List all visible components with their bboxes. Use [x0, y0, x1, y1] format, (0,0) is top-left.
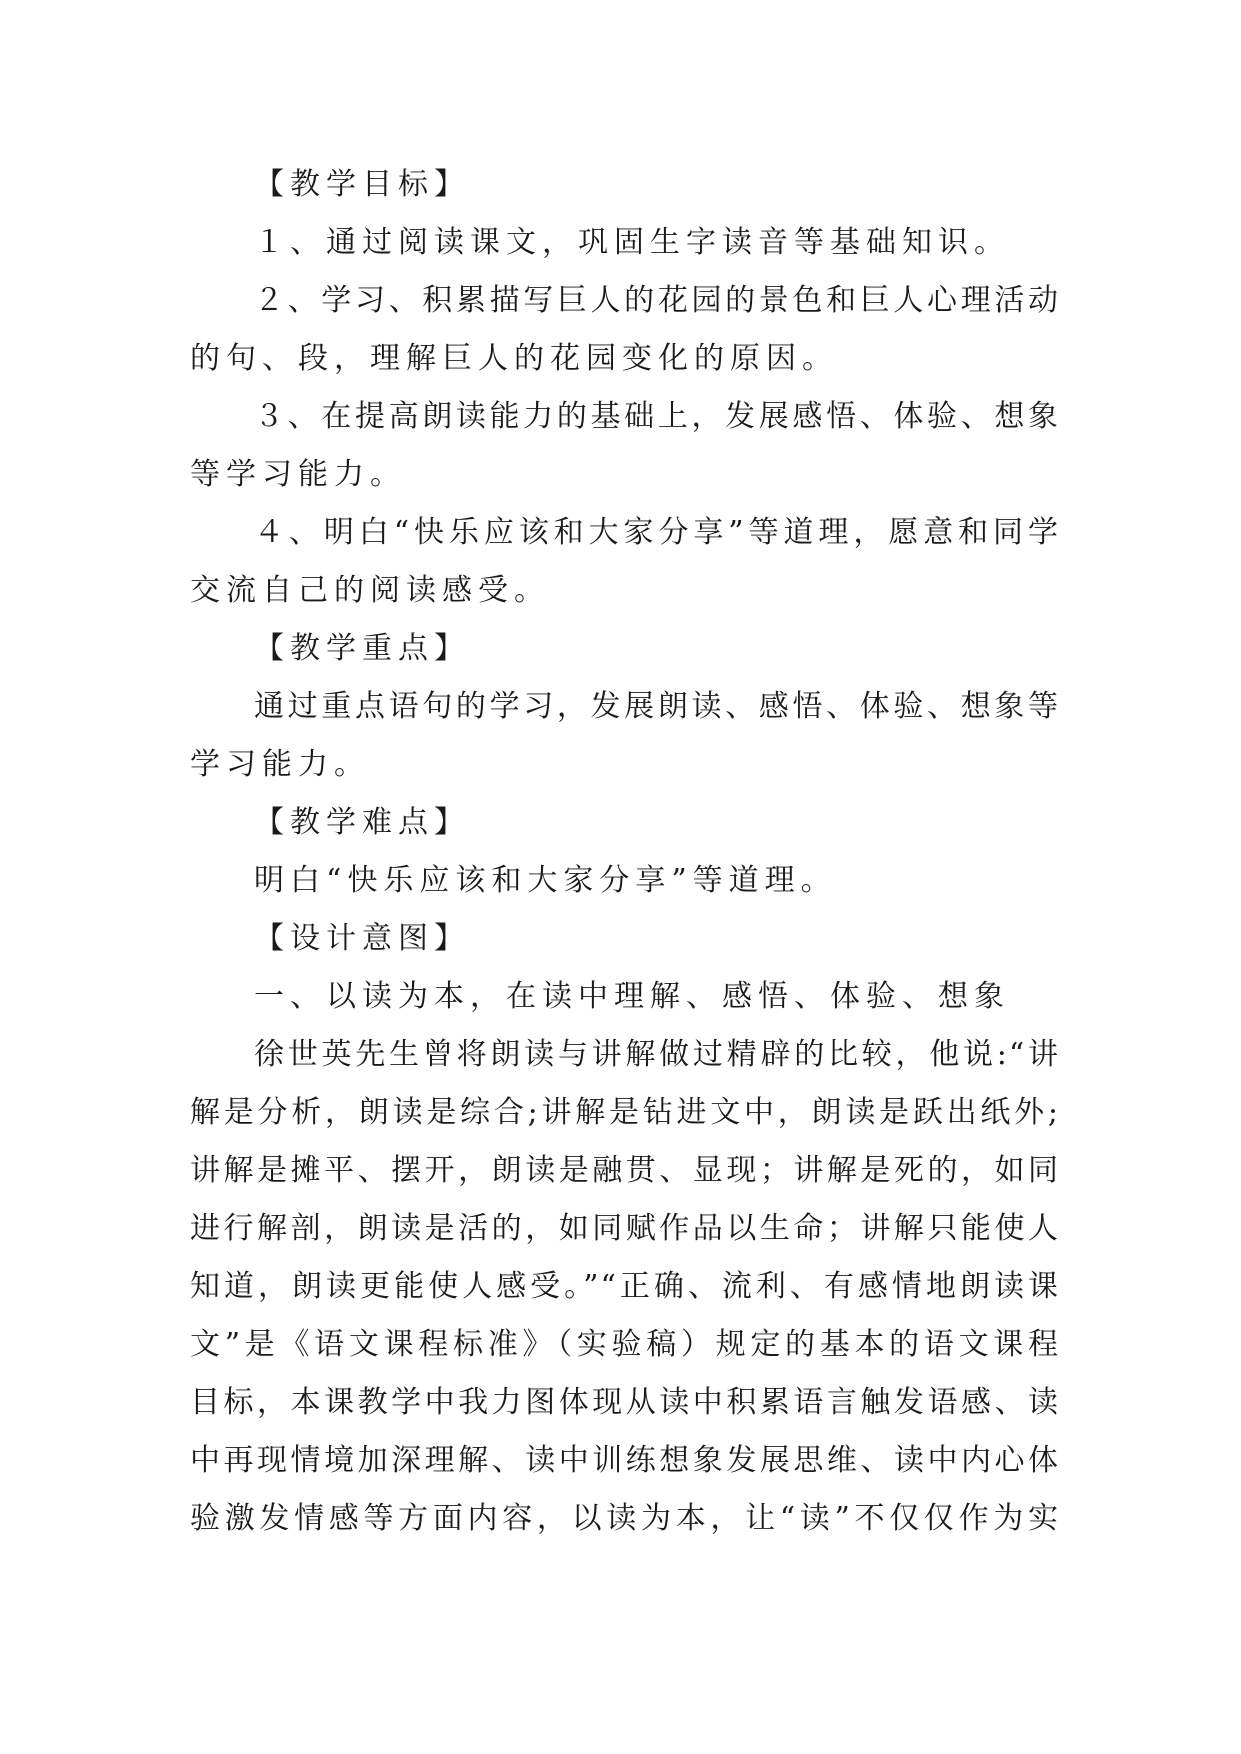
- design-paragraph-line-7: 目标，本课教学中我力图体现从读中积累语言触发语感、读: [190, 1385, 1060, 1420]
- goal-item-4-line-1: ４、明白“快乐应该和大家分享”等道理，愿意和同学: [254, 515, 1060, 550]
- goal-item-4-line-2: 交流自己的阅读感受。: [190, 573, 550, 608]
- goal-item-3-line-1: ３、在提高朗读能力的基础上，发展感悟、体验、想象: [254, 399, 1060, 434]
- design-paragraph-line-3: 讲解是摊平、摆开，朗读是融贯、显现；讲解是死的，如同: [190, 1153, 1060, 1188]
- goal-item-2-line-1: ２、学习、积累描写巨人的花园的景色和巨人心理活动: [254, 283, 1060, 318]
- difficulties-line: 明白“快乐应该和大家分享”等道理。: [254, 863, 837, 898]
- design-paragraph-line-2: 解是分析，朗读是综合;讲解是钻进文中，朗读是跃出纸外;: [190, 1095, 1060, 1130]
- section-heading-design-intent: 【设计意图】: [254, 921, 470, 956]
- section-heading-goals: 【教学目标】: [254, 167, 470, 202]
- goal-item-2-line-2: 的句、段，理解巨人的花园变化的原因。: [190, 341, 838, 376]
- section-heading-key-points: 【教学重点】: [254, 631, 470, 666]
- design-paragraph-line-8: 中再现情境加深理解、读中训练想象发展思维、读中内心体: [190, 1443, 1060, 1478]
- key-points-line-1: 通过重点语句的学习，发展朗读、感悟、体验、想象等: [254, 689, 1060, 724]
- goal-item-3-line-2: 等学习能力。: [190, 457, 406, 492]
- key-points-line-2: 学习能力。: [190, 747, 370, 782]
- design-paragraph-line-5: 知道，朗读更能使人感受。”“正确、流利、有感情地朗读课: [190, 1269, 1060, 1304]
- design-paragraph-line-1: 徐世英先生曾将朗读与讲解做过精辟的比较，他说:“讲: [254, 1037, 1060, 1072]
- design-paragraph-line-4: 进行解剖，朗读是活的，如同赋作品以生命；讲解只能使人: [190, 1211, 1060, 1246]
- document-page: [190, 156, 1060, 1548]
- design-paragraph-line-6: 文”是《语文课程标准》（实验稿）规定的基本的语文课程: [190, 1327, 1060, 1362]
- design-paragraph-line-9: 验激发情感等方面内容，以读为本，让“读”不仅仅作为实: [190, 1501, 1060, 1536]
- section-heading-difficulties: 【教学难点】: [254, 805, 470, 840]
- design-subheading-1: 一、以读为本，在读中理解、感悟、体验、想象: [254, 979, 1010, 1014]
- goal-item-1: １、通过阅读课文，巩固生字读音等基础知识。: [254, 225, 1010, 260]
